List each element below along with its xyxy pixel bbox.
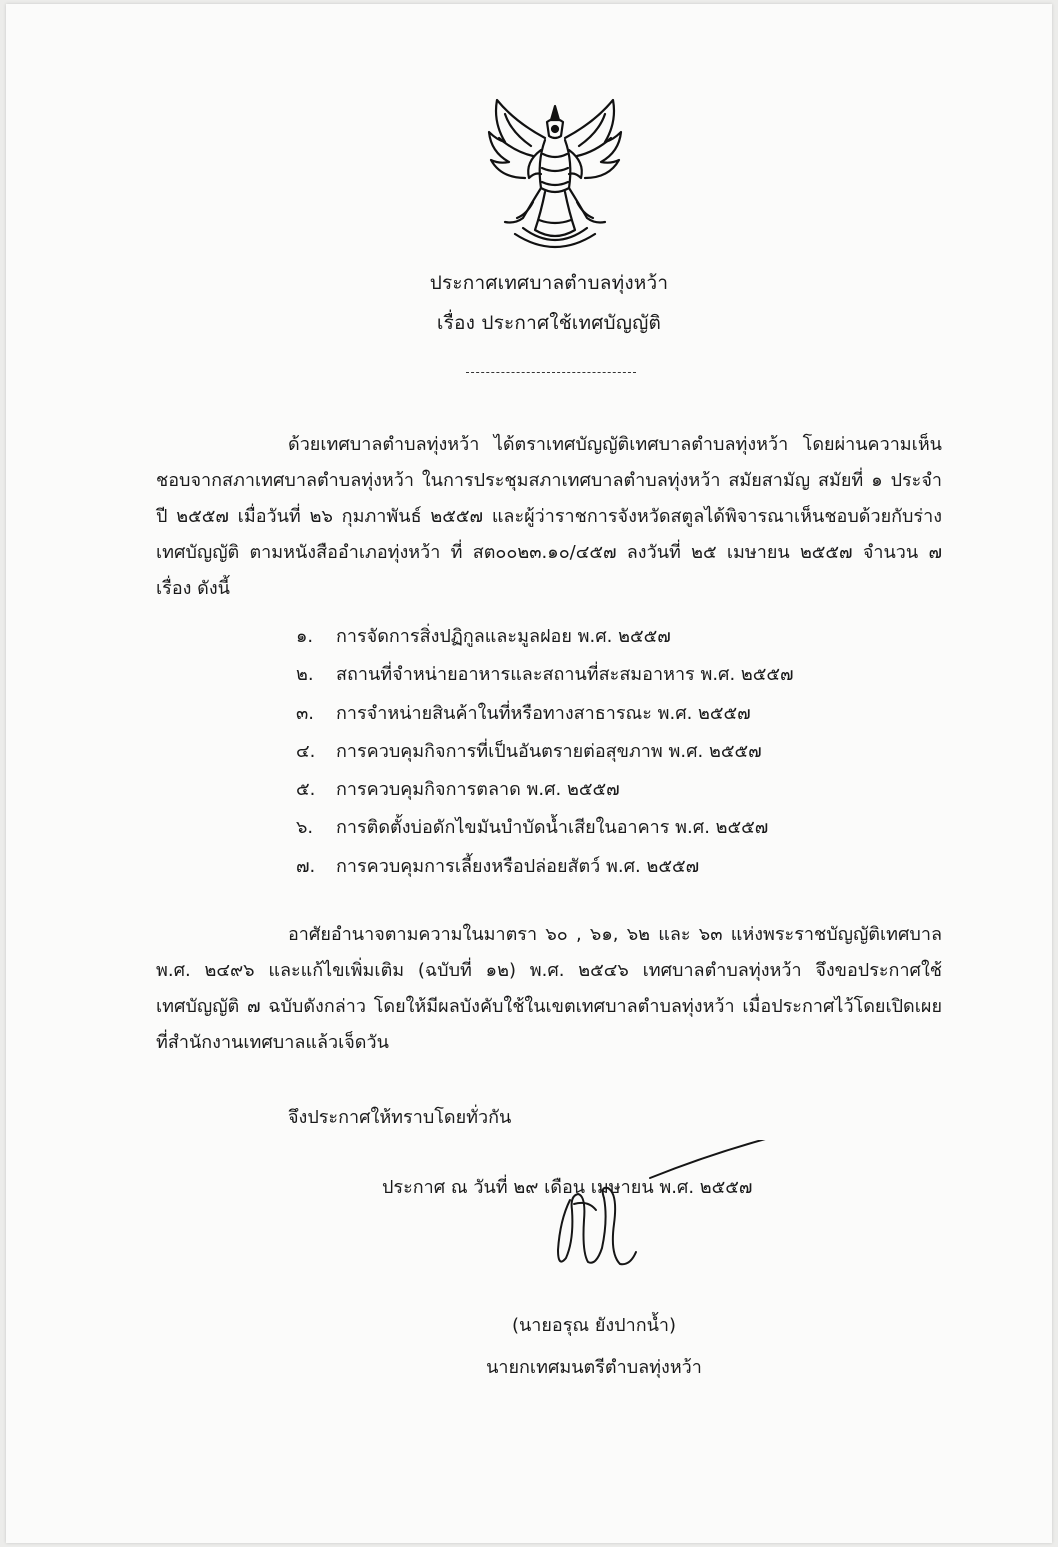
list-item-text: การจำหน่ายสินค้าในที่หรือทางสาธารณะ พ.ศ. ๒๕๕๗ (336, 702, 751, 724)
list-item (296, 622, 794, 660)
list-item-text: การควบคุมการเลี้ยงหรือปล่อยสัตว์ พ.ศ. ๒๕๕๗ (336, 855, 700, 877)
list-item (296, 699, 794, 737)
title-divider (466, 372, 636, 373)
garuda-emblem-icon (475, 92, 635, 262)
list-item-number: ๒. (296, 664, 314, 686)
list-item (296, 852, 794, 890)
announcement-subject: เรื่อง ประกาศใช้เทศบัญญัติ (436, 312, 662, 334)
closing-statement: จึงประกาศให้ทราบโดยทั่วกัน (288, 1107, 512, 1128)
list-item-number: ๓. (296, 702, 315, 724)
list-item (296, 775, 794, 813)
list-item (296, 660, 794, 698)
handwritten-signature (530, 1140, 800, 1310)
list-item (296, 813, 794, 851)
list-item-text: การจัดการสิ่งปฏิกูลและมูลฝอย พ.ศ. ๒๕๕๗ (336, 626, 671, 647)
list-item-text: การติดตั้งบ่อดักไขมันบำบัดน้ำเสียในอาคาร พ.ศ. ๒๕๕๗ (336, 817, 769, 839)
authority-paragraph: อาศัยอำนาจตามความในมาตรา ๖๐ , ๖๑, ๖๒ และ ๖๓ แห่งพระราชบัญญัติเทศบาล พ.ศ. ๒๔๙๖ และแก้ไขเพิ่มเติม (ฉบับที่ ๑๒) พ.ศ. ๒๕๔๖ เทศบาลตำบลทุ่งหว้า จึงขอประกาศใช้เทศบัญญัติ ๗ ฉบับดังกล่าว โดยให้มีผลบังคับใช้ในเขตเทศบาลตำบลทุ่งหว้า เมื่อประกาศไว้โดยเปิดเผยที่สำนักงานเทศบาลแล้วเจ็ดวัน (156, 924, 942, 1053)
signer-title: นายกเทศมนตรีตำบลทุ่งหว้า (486, 1357, 702, 1378)
list-item-text: สถานที่จำหน่ายอาหารและสถานที่สะสมอาหาร พ.ศ. ๒๕๕๗ (336, 664, 794, 686)
list-item (296, 737, 794, 775)
list-item-text: การควบคุมกิจการที่เป็นอันตรายต่อสุขภาพ พ.ศ. ๒๕๕๗ (336, 740, 762, 762)
announcement-date: ประกาศ ณ วันที่ ๒๙ เดือน เมษายน พ.ศ. ๒๕๕๗ (382, 1177, 753, 1198)
list-item-number: ๗. (296, 855, 316, 877)
announcement-title: ประกาศเทศบาลตำบลทุ่งหว้า (429, 272, 669, 294)
intro-paragraph: ด้วยเทศบาลตำบลทุ่งหว้า ได้ตราเทศบัญญัติเทศบาลตำบลทุ่งหว้า โดยผ่านความเห็นชอบจากสภาเทศบาลตำบลทุ่งหว้า ในการประชุมสภาเทศบาลตำบลทุ่งหว้า สมัยสามัญ สมัยที่ ๑ ประจำปี ๒๕๕๗ เมื่อวันที่ ๒๖ กุมภาพันธ์ ๒๕๕๗ และผู้ว่าราชการจังหวัดสตูลได้พิจารณาเห็นชอบด้วยกับร่างเทศบัญญัติ ตามหนังสืออำเภอทุ่งหว้า ที่ สต๐๐๒๓.๑๐/๔๕๗ ลงวันที่ ๒๕ เมษายน ๒๕๕๗ จำนวน ๗ เรื่อง ดังนี้ (156, 434, 942, 599)
list-item-text: การควบคุมกิจการตลาด พ.ศ. ๒๕๕๗ (336, 779, 620, 801)
list-item-number: ๔. (296, 740, 316, 762)
list-item-number: ๑. (296, 626, 314, 647)
list-item-number: ๖. (296, 817, 314, 839)
list-item-number: ๕. (296, 779, 316, 801)
ordinance-list (296, 622, 794, 890)
signer-name: (นายอรุณ ยังปากน้ำ) (511, 1315, 677, 1336)
